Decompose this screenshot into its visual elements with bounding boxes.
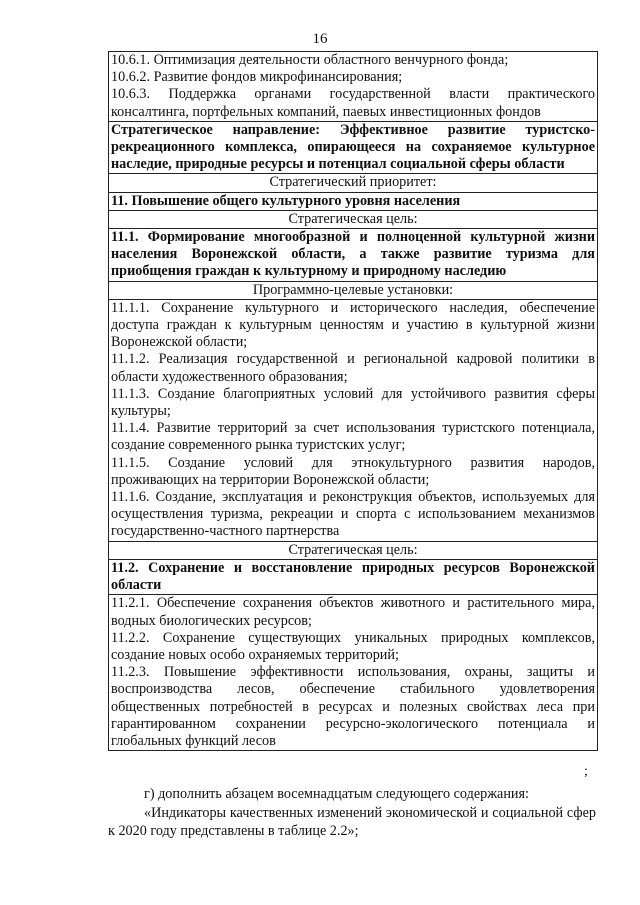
table-row: 10.6.1. Оптимизация деятельности областного венчурного фонда; (111, 52, 509, 68)
table-row: 10.6.2. Развитие фондов микрофинансирования; (111, 69, 403, 86)
targets-cell (109, 299, 597, 541)
amendment-paragraph: г) дополнить абзацем восемнадцатым следующего содержания: (144, 786, 529, 802)
page-number: 16 (312, 31, 328, 47)
semicolon-mark: ; (584, 764, 588, 779)
priority-label: Стратегический приоритет: (109, 173, 597, 191)
goal-label: Стратегическая цель: (109, 210, 597, 228)
list-item: 11.1.3. Создание благоприятных условий для устойчивого развития сферы культуры; (111, 385, 595, 420)
list-item: 11.1.1. Сохранение культурного и исторического наследия, обеспечение доступа граждан к культурным ценностям и участию в культурной жизни Воронежской области; (111, 299, 595, 351)
investment-measures-cell (109, 52, 597, 121)
goal-title: 11.1. Формирование многообразной и полноценной культурной жизни населения Воронежской области, а также развитие туризма для приобщения граждан к культурному и природному наследию (111, 229, 595, 280)
targets-label: Программно-целевые установки: (109, 281, 597, 299)
list-item: 11.1.6. Создание, эксплуатация и реконструкция объектов, используемых для осуществления туризма, рекреации и спорта с использованием механизмов государственно-частного партнерства (111, 489, 595, 540)
list-item: 11.2.2. Сохранение существующих уникальных природных комплексов, создание новых особо охраняемых территорий; (111, 629, 595, 663)
list-item: 11.1.4. Развитие территорий за счет использования туристского потенциала, создание современного рынка туристских услуг; (111, 420, 595, 454)
list-item: 11.1.2. Реализация государственной и региональной кадровой политики в области художественного образования; (111, 351, 595, 385)
strategic-direction: Стратегическое направление: Эффективное развитие туристско-рекреационного комплекса, опирающееся на сохраняемое культурное наследие, природные ресурсы и потенциал социальной сферы области (111, 121, 595, 173)
list-item: 11.2.1. Обеспечение сохранения объектов животного и растительного мира, водных биологических ресурсов; (111, 595, 595, 629)
goal-label: Стратегическая цель: (109, 541, 597, 559)
priority-title: 11. Повышение общего культурного уровня населения (109, 192, 597, 210)
strategy-table (108, 51, 598, 751)
indicators-paragraph: «Индикаторы качественных изменений экономической и социальной сфер к 2020 году представлены в таблице 2.2»; (108, 805, 596, 839)
list-item: 11.2.3. Повышение эффективности использования, охраны, защиты и воспроизводства лесов, обеспечение стабильного удовлетворения общественных потребностей в ресурсах и полезных свойствах леса при гарантированном сохранении ресурсно-экологического потенциала и глобальных функций лесов (111, 664, 595, 749)
list-item: 11.1.5. Создание условий для этнокультурного развития народов, проживающих на территории Воронежской области; (111, 454, 595, 488)
goal-title: 11.2. Сохранение и восстановление природных ресурсов Воронежской области (111, 559, 595, 594)
table-row: 10.6.3. Поддержка органами государственной власти практического консалтинга, портфельных компаний, паевых инвестиционных фондов (111, 86, 595, 120)
goal2-items-cell (109, 594, 597, 750)
